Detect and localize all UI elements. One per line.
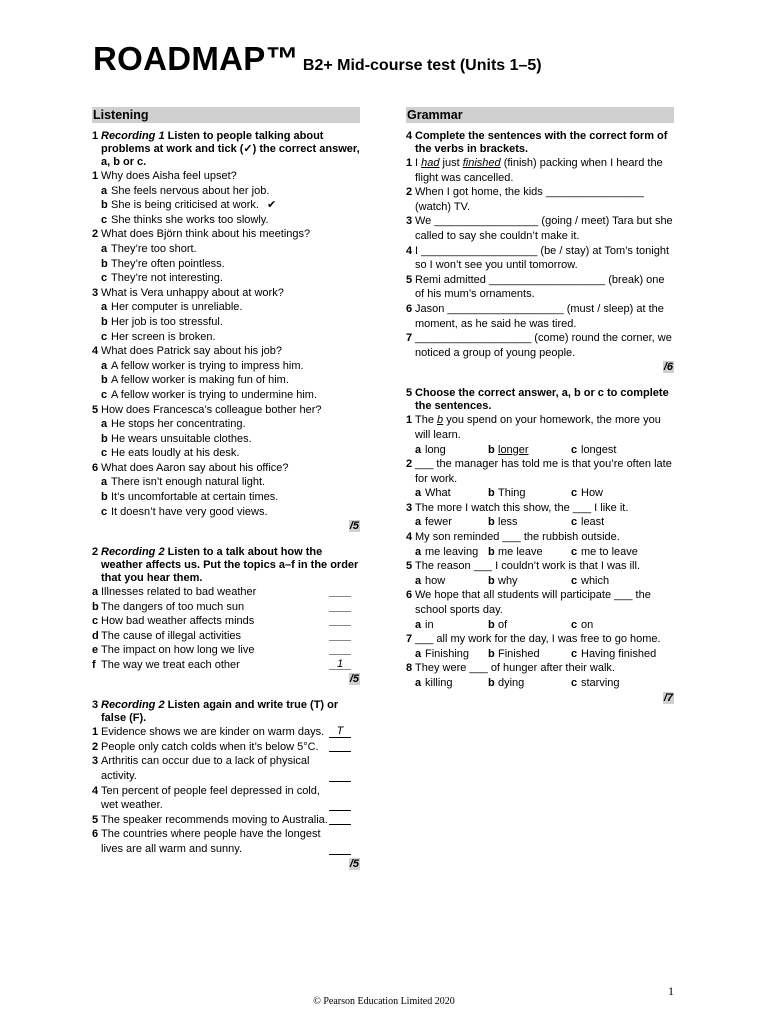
answer-option: b Finished <box>488 647 540 660</box>
answer-option: b Thing <box>488 487 526 500</box>
checkmark-icon: ✔ <box>266 199 277 212</box>
answer-blank <box>329 799 351 811</box>
ex1-score: /5 <box>349 520 359 533</box>
options-row <box>406 545 674 560</box>
true-false-row: 6 The countries where people have the longest lives are all warm and sunny. <box>92 827 360 856</box>
answer-option: c They’re not interesting. <box>101 272 223 285</box>
answer-option: c He eats loudly at his desk. <box>101 447 240 460</box>
answer-blank <box>329 843 351 855</box>
options-row <box>406 618 674 633</box>
example-answer: b <box>437 414 444 427</box>
question-row: 3 What is Vera unhappy about at work? <box>92 286 284 299</box>
answer-option: a They’re too short. <box>101 242 197 255</box>
example-selected-option: longer <box>498 443 529 456</box>
answer-blank <box>329 630 351 641</box>
answer-blank <box>329 740 351 752</box>
ex4-instruction: 4 Complete the sentences with the correct form of the verbs in brackets. <box>406 130 668 155</box>
topic-row: b The dangers of too much sun <box>92 600 360 615</box>
ex4-score: /6 <box>663 361 673 374</box>
answer-option: a What <box>415 487 451 500</box>
ex5-q1-options: a long b longer c longest <box>415 443 617 456</box>
example-answer: finished <box>462 157 501 169</box>
listening-column <box>92 107 360 871</box>
answer-blank: 1 <box>329 659 351 670</box>
answer-option: c How <box>571 487 604 500</box>
question-row: 7 ___________________ (come) round the corner, we noticed a group of young people. <box>406 332 672 359</box>
ex4-questions <box>406 185 674 360</box>
answer-option: b A fellow worker is making fun of him. <box>101 374 289 387</box>
test-subtitle: B2+ Mid-course test (Units 1–5) <box>302 57 542 74</box>
answer-option: b less <box>488 516 518 529</box>
grammar-column <box>406 107 674 705</box>
answer-option: a me leaving <box>415 545 479 558</box>
answer-option: a Her computer is unreliable. <box>101 301 243 314</box>
brand-name: ROADMAP™ <box>93 40 299 77</box>
question-row: 3 We _________________ (going / meet) Tara but she called to say she couldn’t make it. <box>406 215 673 242</box>
answer-option: a Finishing <box>415 647 470 660</box>
topic-row: f The way we treat each other 1 <box>92 658 360 673</box>
answer-option: c on <box>571 618 594 631</box>
question-row: 2 ___ the manager has told me is that you’re often late for work. <box>406 458 672 485</box>
answer-blank <box>329 644 351 655</box>
ex5-questions <box>406 457 674 691</box>
answer-option: a He stops her concentrating. <box>101 418 246 431</box>
answer-option: a A fellow worker is trying to impress him. <box>101 359 304 372</box>
answer-option: c starving <box>571 677 620 689</box>
answer-blank <box>329 813 351 825</box>
ex4-question-1: 1 I had just finished (finish) packing when I heard the flight was cancelled. <box>406 157 663 184</box>
answer-blank <box>329 615 351 626</box>
example-answer: had <box>421 157 440 169</box>
ex1-instruction: 1 Recording 1 Listen to people talking about problems at work and tick (✓) the correct answer, a, b or c. <box>92 130 360 168</box>
ex3-score: /5 <box>349 857 359 870</box>
question-row: 6 We hope that all students will participate ___ the school sports day. <box>406 589 651 617</box>
copyright-footer: © Pearson Education Limited 2020 <box>313 996 455 1007</box>
question-row: 4 I ___________________ (be / stay) at Tom’s tonight so I won’t see you until tomorrow. <box>406 244 670 272</box>
answer-option: a fewer <box>415 516 452 529</box>
answer-blank <box>329 770 351 782</box>
ex3-instruction: 3 Recording 2 Listen again and write true (T) or false (F). <box>92 699 339 725</box>
question-row: 4 What does Patrick say about his job? <box>92 345 282 358</box>
grammar-heading: Grammar <box>406 107 674 123</box>
question-row: 2 When I got home, the kids ________________ (watch) TV. <box>406 186 644 213</box>
true-false-row: 3 Arthritis can occur due to a lack of physical activity. <box>92 754 360 783</box>
page-title <box>93 40 542 78</box>
ex5-instruction: 5 Choose the correct answer, a, b or c to complete the sentences. <box>406 387 669 413</box>
options-row <box>406 574 674 589</box>
true-false-row: 4 Ten percent of people feel depressed in cold, wet weather. <box>92 784 360 813</box>
answer-option: b He wears unsuitable clothes. <box>101 432 252 445</box>
question-row: 8 They were ___ of hunger after their walk. <box>406 662 615 675</box>
question-row: 7 ___ all my work for the day, I was free to go home. <box>406 633 661 646</box>
answer-option: c It doesn’t have very good views. <box>101 505 268 518</box>
ex3-items <box>92 725 360 856</box>
answer-option: c Having finished <box>571 647 657 660</box>
ex2-score: /5 <box>349 673 359 686</box>
answer-option: c least <box>571 516 605 529</box>
question-row: 4 My son reminded ___ the rubbish outside. <box>406 531 620 544</box>
ex1-questions <box>92 169 360 519</box>
topic-row: a Illnesses related to bad weather <box>92 585 360 600</box>
topic-row: c How bad weather affects minds <box>92 614 360 629</box>
question-row: 5 How does Francesca’s colleague bother her? <box>92 403 322 416</box>
answer-option: b She is being criticised at work. ✔ <box>101 199 277 212</box>
options-row <box>406 647 674 662</box>
options-row <box>406 676 674 691</box>
answer-option: c Her screen is broken. <box>101 330 216 343</box>
answer-option: c me to leave <box>571 545 638 558</box>
ex5-score: /7 <box>663 691 673 704</box>
question-row: 6 Jason ___________________ (must / sleep) at the moment, as he said he was tired. <box>406 302 664 330</box>
answer-option: b of <box>488 618 508 631</box>
page-number: 1 <box>668 984 674 998</box>
answer-option: b dying <box>488 677 525 689</box>
answer-blank <box>329 586 351 597</box>
answer-option: a how <box>415 574 446 587</box>
true-false-row: 5 The speaker recommends moving to Australia. <box>92 813 360 828</box>
answer-option: c which <box>571 574 610 587</box>
listening-heading: Listening <box>92 107 360 123</box>
answer-option: c She thinks she works too slowly. <box>101 213 269 226</box>
answer-option: b It’s uncomfortable at certain times. <box>101 491 279 504</box>
options-row <box>406 486 674 501</box>
question-row: 2 What does Björn think about his meetings? <box>92 228 311 241</box>
question-row: 1 Why does Aisha feel upset? <box>92 170 237 182</box>
ex2-items <box>92 585 360 672</box>
options-row <box>406 515 674 530</box>
answer-option: b They’re often pointless. <box>101 257 225 270</box>
answer-option: a killing <box>415 677 453 689</box>
true-false-row: 1 Evidence shows we are kinder on warm days. T <box>92 725 360 740</box>
answer-blank <box>329 601 351 612</box>
ex5-question-1: 1 The b you spend on your homework, the more you will learn. <box>406 414 661 441</box>
answer-blank: T <box>329 726 351 738</box>
answer-option: a She feels nervous about her job. <box>101 184 270 197</box>
ex2-instruction: 2 Recording 2 Listen to a talk about how the weather affects us. Put the topics a–f in the order that you hear them. <box>92 546 359 585</box>
topic-row: e The impact on how long we live <box>92 643 360 658</box>
topic-row: d The cause of illegal activities <box>92 629 360 644</box>
answer-option: b Her job is too stressful. <box>101 315 223 328</box>
answer-option: b why <box>488 574 518 587</box>
answer-option: a in <box>415 618 434 631</box>
question-row: 3 The more I watch this show, the ___ I like it. <box>406 501 629 514</box>
answer-option: b me leave <box>488 545 543 558</box>
true-false-row: 2 People only catch colds when it’s below 5°C. <box>92 740 360 755</box>
question-row: 6 What does Aaron say about his office? <box>92 461 289 474</box>
question-row: 5 The reason ___ I couldn’t work is that I was ill. <box>406 560 640 573</box>
answer-option: c A fellow worker is trying to undermine him. <box>101 388 318 401</box>
question-row: 5 Remi admitted ___________________ (break) one of his mum’s ornaments. <box>406 273 665 301</box>
answer-option: a There isn’t enough natural light. <box>101 476 266 489</box>
